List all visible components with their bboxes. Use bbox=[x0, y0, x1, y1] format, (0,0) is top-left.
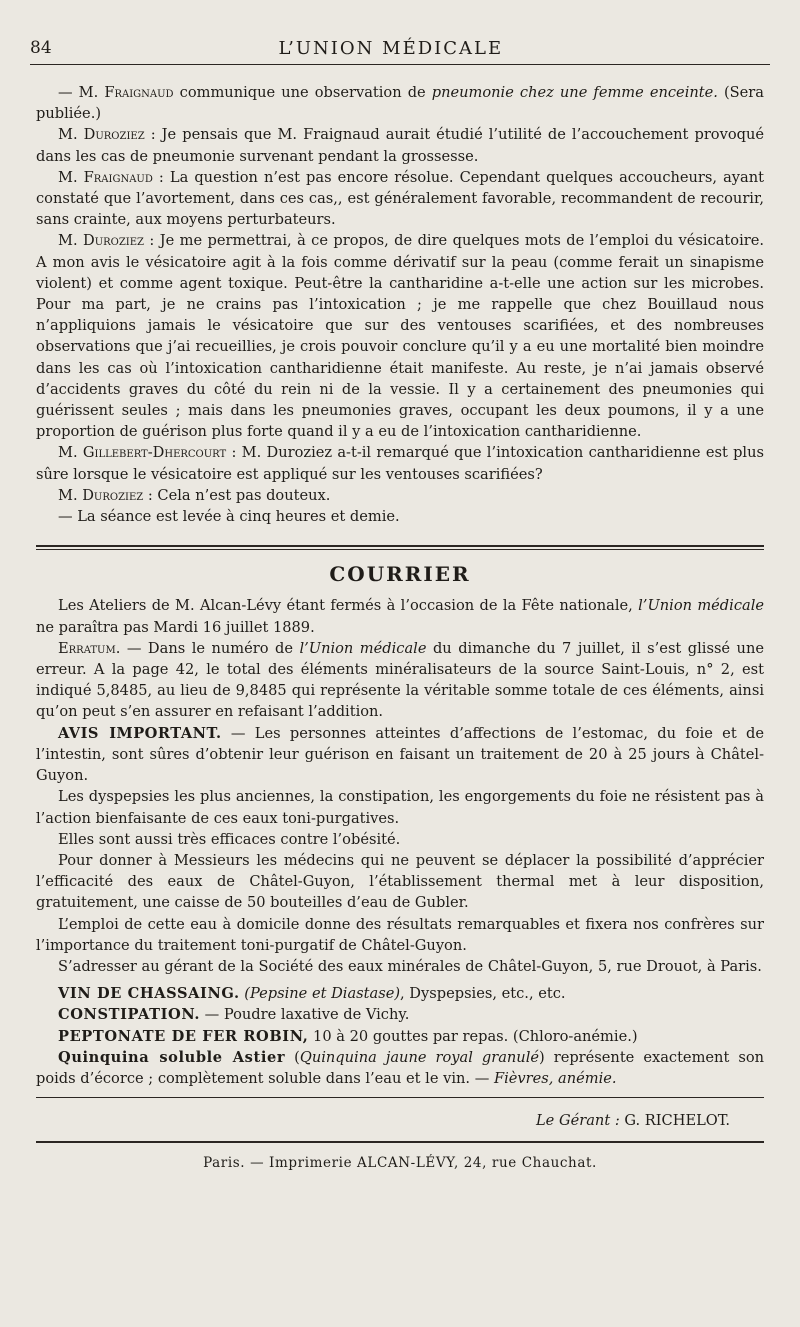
text-fragment: : La question n’est pas encore résolue. Cependant quelques accoucheurs, ayant constaté que l’avortement, dans ces cas,, est généralement favorable, recommandent de recourir, sans crainte, aux moyens perturbateurs. bbox=[36, 168, 765, 229]
paragraph-fraignaud-observation bbox=[36, 82, 764, 124]
text-fragment: (Sera publiée.) bbox=[36, 84, 764, 123]
speaker-name: M. Duroziez bbox=[58, 232, 144, 250]
text-fragment: du dimanche du 7 juillet, il s’est glissé une erreur. A la page 42, le total des éléments minéralisateurs de la source Saint-Louis, n° 2, est indiqué 5,8485, au lieu de 9,8485 qui représente la véritable somme totale de ces éléments, ainsi qu’on peut s’en assurer en refaisant l’addition. bbox=[36, 639, 764, 721]
page-number: 84 bbox=[30, 38, 52, 58]
ad-heading: Quinquina soluble Astier bbox=[58, 1048, 286, 1066]
running-title: L’UNION MÉDICALE bbox=[278, 37, 504, 59]
ad-vin-chassaing bbox=[36, 983, 764, 1004]
ad-heading: CONSTIPATION. bbox=[58, 1006, 201, 1024]
avis-heading: AVIS IMPORTANT. bbox=[58, 724, 222, 742]
italic-text: l’Union médicale bbox=[299, 639, 427, 657]
footer-rule bbox=[36, 1141, 764, 1143]
paragraph-fraignaud-reply bbox=[36, 167, 764, 231]
ad-heading: VIN DE CHASSAING. bbox=[58, 985, 240, 1003]
text-fragment: Elles sont aussi très efficaces contre l’obésité. bbox=[58, 830, 401, 848]
paragraph-seance-levee bbox=[36, 506, 764, 527]
text-fragment: : Je pensais que M. Fraignaud aurait étudié l’utilité de l’accouchement provoqué dans les cas de pneumonie survenant pendant la grossesse. bbox=[36, 126, 764, 165]
courrier-emploi-eau bbox=[36, 914, 764, 956]
text-fragment: ne paraîtra pas Mardi 16 juillet 1889. bbox=[36, 618, 315, 636]
speaker-name: M. Duroziez bbox=[58, 486, 144, 504]
text-fragment: — Poudre laxative de Vichy. bbox=[200, 1006, 410, 1024]
text-fragment: ) représente exactement son poids d’écorce ; complètement soluble dans l’eau et le vin. — bbox=[36, 1048, 764, 1087]
text-fragment: S’adresser au gérant de la Société des eaux minérales de Châtel-Guyon, 5, rue Drouot, à Paris. bbox=[58, 957, 762, 975]
italic-text: Quinquina jaune royal granulé bbox=[299, 1048, 540, 1066]
signature-name: G. RICHELOT. bbox=[624, 1112, 730, 1130]
text-fragment: L’emploi de cette eau à domicile donne des résultats remarquables et fixera nos confrères sur l’importance du traitement toni-purgatif de Châtel-Guyon. bbox=[36, 915, 764, 954]
paragraph-duroziez-2 bbox=[36, 230, 764, 442]
italic-text: l’Union médicale bbox=[638, 597, 764, 615]
paragraph-gillebert bbox=[36, 442, 764, 484]
courrier-erratum bbox=[36, 638, 764, 723]
signature-label: Le Gérant : bbox=[535, 1112, 625, 1130]
signature-line bbox=[36, 1110, 730, 1131]
text-fragment: Pour donner à Messieurs les médecins qui ne peuvent se déplacer la possibilité d’apprécier l’efficacité des eaux de Châtel-Guyon, l’établissement thermal met à leur disposition, gratuitement, une caisse de 50 bouteilles d’eau de Gubler. bbox=[36, 851, 764, 912]
text-fragment: , Dyspepsies, etc., etc. bbox=[400, 985, 566, 1003]
header-rule bbox=[30, 64, 770, 65]
text-fragment: : Je me permettrai, à ce propos, de dire quelques mots de l’emploi du vésicatoire. A mon avis le vésicatoire agit à la fois comme dérivatif sur la peau (comme ferait un sinapisme violent) et comme agent toxique. Peut-être la cantharidine a-t-elle une action sur les microbes. Pour ma part, je ne crains pas l’intoxication ; je me rappelle que chez Bouillaud nous n’appliquions jamais le vésicatoire que sur des ventouses scarifiées, et des nombreuses observations que j’ai recueillies, je crois pouvoir conclure qu’il y a eu une mortalité bien moindre dans les cas où l’intoxication cantharidienne était manifeste. Au reste, je n’ai jamais observé d’accidents graves du côté du rein ni de la vessie. Il y a certainement des pneumonies qui guérissent seules ; mais dans les pneumonies graves, occupant les deux poumons, il y a une proportion de guérison plus forte quand il y a eu de l’intoxication cantharidienne. bbox=[36, 232, 764, 441]
courrier-obesite bbox=[36, 829, 764, 850]
courrier-avis-important bbox=[36, 723, 764, 787]
ad-peptonate-robin bbox=[36, 1026, 764, 1047]
printer-imprint: Paris. — Imprimerie ALCAN-LÉVY, 24, rue Chauchat. bbox=[203, 1155, 597, 1172]
italic-text: pneumonie chez une femme enceinte. bbox=[431, 84, 718, 101]
speaker-name: M. Duroziez bbox=[58, 126, 145, 144]
ad-quinquina-astier bbox=[36, 1047, 764, 1089]
text-fragment: — Dans le numéro de bbox=[120, 639, 300, 657]
section-divider-thin bbox=[36, 549, 764, 550]
text-fragment: — M. bbox=[58, 84, 105, 101]
text-fragment: : Cela n’est pas douteux. bbox=[143, 486, 331, 504]
italic-text: (Pepsine et Diastase) bbox=[239, 985, 401, 1003]
text-fragment: 10 à 20 gouttes par repas. (Chloro-anémie.) bbox=[308, 1027, 638, 1045]
paragraph-duroziez-1 bbox=[36, 124, 764, 166]
section-divider bbox=[36, 545, 764, 547]
italic-text: Fièvres, anémie. bbox=[493, 1069, 617, 1087]
text-fragment: ( bbox=[285, 1048, 300, 1066]
page-body bbox=[36, 82, 764, 1175]
erratum-label: Erratum. bbox=[58, 639, 121, 657]
text-fragment: : M. Duroziez a-t-il remarqué que l’intoxication cantharidienne est plus sûre lorsque le vésicatoire est appliqué sur les ventouses scarifiées? bbox=[36, 444, 764, 483]
text-fragment: Les dyspepsies les plus anciennes, la constipation, les engorgements du foie ne résistent pas à l’action bienfaisante de ces eaux toni-purgatives. bbox=[36, 788, 764, 827]
text-fragment: — La séance est levée à cinq heures et demie. bbox=[58, 508, 400, 526]
courrier-adresse bbox=[36, 956, 764, 977]
ad-constipation bbox=[36, 1004, 764, 1025]
section-title-courrier: COURRIER bbox=[329, 562, 471, 587]
courrier-offre-medecins bbox=[36, 850, 764, 914]
text-fragment: — Les personnes atteintes d’affections de l’estomac, du foie et de l’intestin, sont sûres d’obtenir leur guérison en faisant un traitement de 20 à 25 jours à Châtel-Guyon. bbox=[36, 724, 764, 785]
paragraph-duroziez-3 bbox=[36, 485, 764, 506]
page-header bbox=[30, 34, 770, 62]
speaker-name: M. Fraignaud bbox=[58, 168, 153, 186]
speaker-name: Fraignaud bbox=[104, 84, 174, 101]
ad-heading: PEPTONATE DE FER ROBIN, bbox=[58, 1027, 309, 1045]
courrier-dyspepsies bbox=[36, 786, 764, 828]
speaker-name: M. Gillebert-Dhercourt bbox=[58, 444, 227, 462]
text-fragment: Les Ateliers de M. Alcan-Lévy étant fermés à l’occasion de la Fête nationale, bbox=[58, 597, 639, 615]
signature-rule bbox=[36, 1097, 764, 1098]
text-fragment: communique une observation de bbox=[173, 84, 432, 101]
courrier-notice-closing bbox=[36, 595, 764, 637]
